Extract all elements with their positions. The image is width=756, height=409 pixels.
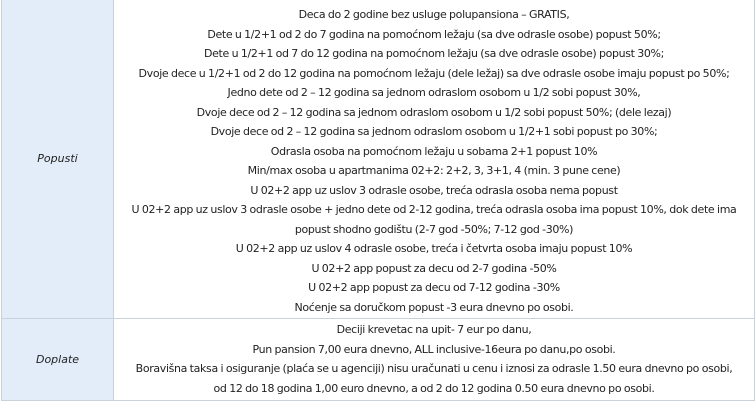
text-line: Dvoje dece u 1/2+1 od 2 do 12 godina na pomoćnom ležaju (dele ležaj) sa dve odrasle osobe imaju popust po 50%;: [138, 66, 730, 80]
text-line: U 02+2 app uz uslov 4 odrasle osobe, treća i četvrta osoba imaju popust 10%: [235, 242, 633, 255]
text-line: Deciji krevetac na upit- 7 eur po danu,: [336, 323, 532, 336]
text-line: Dvoje dece od 2 – 12 godina sa jednom odraslom osobom u 1/2+1 sobi popust po 30%;: [210, 125, 658, 138]
text-line: Dete u 1/2+1 od 2 do 7 godina na pomoćnom ležaju (sa dve odrasle osobe) popust 50%;: [207, 27, 661, 41]
row-content-popusti: [114, 0, 755, 319]
text-line: od 12 do 18 godina 1,00 euro dnevno, a od 2 do 12 godina 0.50 eura dnevno po osobi.: [213, 381, 655, 395]
text-line: U 02+2 app popust za decu od 7-12 godina -30%: [308, 281, 560, 294]
text-line: Dvoje dece od 2 – 12 godina sa jednom odraslom osobom u 1/2 sobi popust 50%; (dele lezaj): [196, 105, 672, 119]
text-line: Noćenje sa doručkom popust -3 eura dnevno po osobi.: [294, 300, 574, 314]
table-row-popusti: [2, 0, 755, 319]
text-line: U 02+2 app popust za decu od 2-7 godina -50%: [311, 261, 557, 275]
table-row-doplate: [2, 319, 755, 401]
text-line: Boravišna taksa i osiguranje (plaća se u agenciji) nisu uračunati u cenu i iznosi za odrasle 1.50 eura dnevno po osobi,: [135, 362, 733, 375]
text-line: Odrasla osoba na pomoćnom ležaju u sobama 2+1 popust 10%: [270, 144, 598, 158]
text-line: Dete u 1/2+1 od 7 do 12 godina na pomoćnom ležaju (sa dve odrasle osobe) popust 30%;: [204, 47, 664, 60]
text-line: Deca do 2 godine bez usluge polupansiona – GRATIS,: [298, 8, 570, 21]
text-line: U 02+2 app uz uslov 3 odrasle osobe, treća odrasla osoba nema popust: [250, 183, 618, 197]
text-line: U 02+2 app uz uslov 3 odrasle osobe + jedno dete od 2-12 godina, treća odrasla osoba ima popust 10%, dok dete ima: [131, 203, 737, 216]
text-line: Pun pansion 7,00 eura dnevno, ALL inclusive-16eura po danu,po osobi.: [252, 342, 616, 356]
row-label-doplate: Doplate: [2, 319, 114, 401]
text-line: Jedno dete od 2 – 12 godina sa jednom odraslom osobom u 1/2 sobi popust 30%,: [227, 86, 641, 99]
text-line: Min/max osoba u apartmanima 02+2: 2+2, 3, 3+1, 4 (min. 3 pune cene): [247, 164, 621, 177]
pricing-conditions-table: [1, 0, 755, 401]
row-label-popusti: Popusti: [2, 0, 114, 319]
row-content-doplate: [114, 319, 755, 401]
text-line: popust shodno godištu (2-7 god -50%; 7-12 god -30%): [294, 222, 574, 236]
